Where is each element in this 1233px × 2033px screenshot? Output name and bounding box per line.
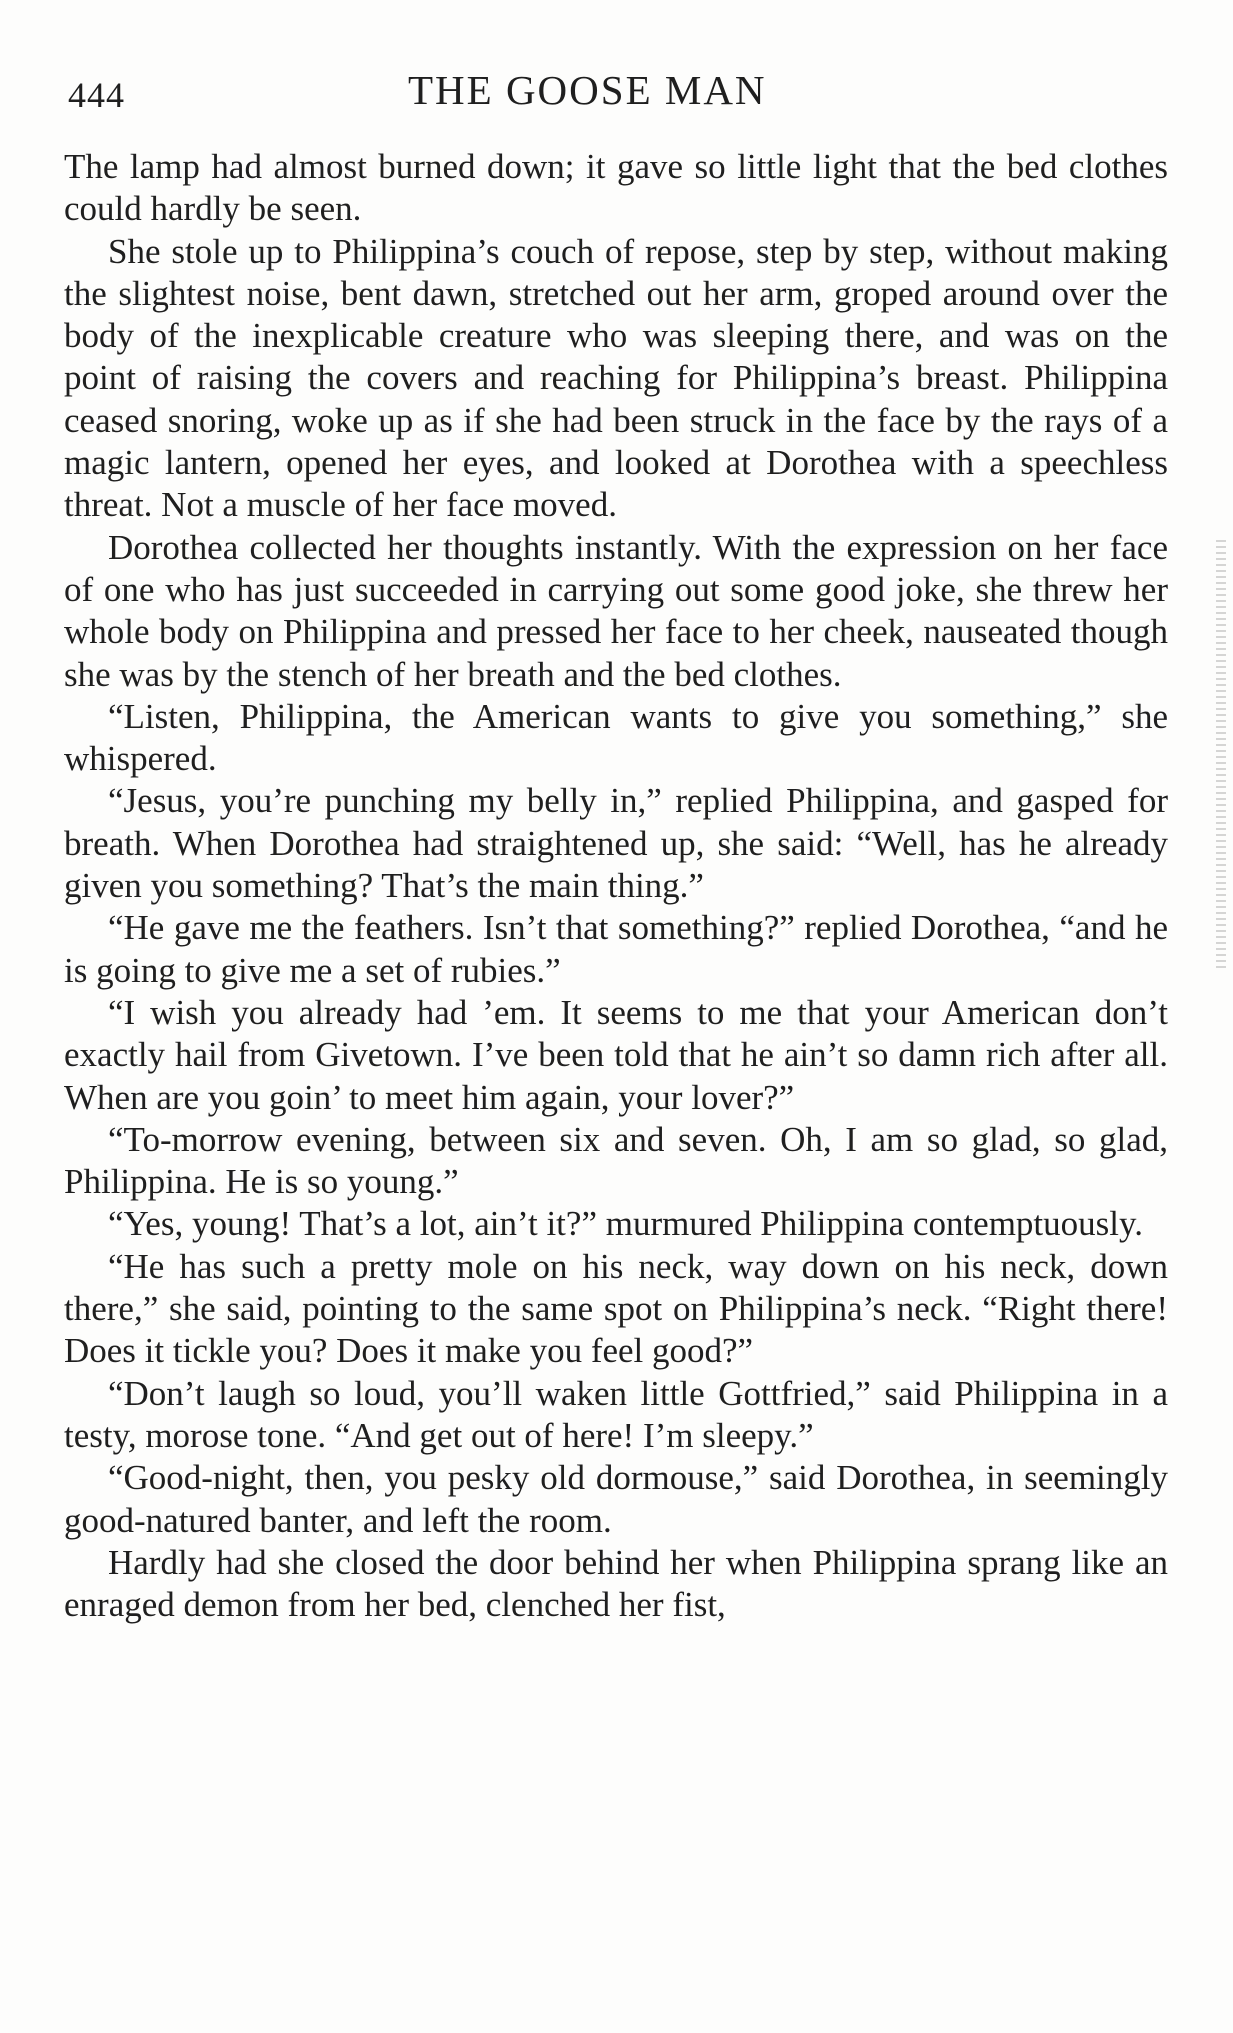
running-head: [68, 66, 1168, 116]
paragraph: Dorothea collected her thoughts instantly. With the expression on her face of one who has just succeeded in carrying out some good joke, she threw her whole body on Philippina and pressed her face to her cheek, nauseated though she was by the stench of her breath and the bed clothes.: [64, 527, 1168, 694]
paragraph: “Jesus, you’re punching my belly in,” replied Philippina, and gasped for breath. When Dorothea had straightened up, she said: “Well, has he already given you something? That’s the main thing.”: [64, 781, 1168, 906]
paragraph: She stole up to Philippina’s couch of repose, step by step, without making the slightest noise, bent dawn, stretched out her arm, groped around over the body of the inexplicable creature who was sleeping there, and was on the point of raising the covers and reaching for Philippina’s breast. Philippina ceased snoring, woke up as if she had been struck in the face by the rays of a magic lantern, opened her eyes, and looked at Dorothea with a speechless threat. Not a muscle of her face moved.: [64, 231, 1168, 525]
paragraph: “Listen, Philippina, the American wants to give you something,” she whispered.: [64, 696, 1168, 779]
page-number: 444: [68, 75, 125, 115]
paragraph: “Good-night, then, you pesky old dormouse,” said Dorothea, in seemingly good-natured banter, and left the room.: [64, 1458, 1168, 1540]
paragraph: “I wish you already had ’em. It seems to me that your American don’t exactly hail from Givetown. I’ve been told that he ain’t so damn rich after all. When are you goin’ to meet him again, your lover?”: [64, 992, 1168, 1117]
running-title: THE GOOSE MAN: [408, 67, 767, 113]
paragraph: The lamp had almost burned down; it gave so little light that the bed clothes could hardly be seen.: [64, 147, 1168, 229]
paragraph: “To-morrow evening, between six and seven. Oh, I am so glad, so glad, Philippina. He is so young.”: [64, 1119, 1168, 1202]
paragraph: Hardly had she closed the door behind her when Philippina sprang like an enraged demon from her bed, clenched her fist,: [64, 1542, 1168, 1625]
paragraph: “He has such a pretty mole on his neck, way down on his neck, down there,” she said, pointing to the same spot on Philippina’s neck. “Right there! Does it tickle you? Does it make you feel good?”: [64, 1246, 1168, 1371]
scan-edge-artifact: [1216, 540, 1226, 970]
paragraph: “He gave me the feathers. Isn’t that something?” replied Dorothea, “and he is going to give me a set of rubies.”: [64, 908, 1168, 990]
body-text: [64, 146, 1168, 1626]
paragraph: “Yes, young! That’s a lot, ain’t it?” murmured Philippina contemptuously.: [108, 1204, 1143, 1244]
paragraph: “Don’t laugh so loud, you’ll waken little Gottfried,” said Philippina in a testy, morose tone. “And get out of here! I’m sleepy.”: [64, 1373, 1168, 1455]
